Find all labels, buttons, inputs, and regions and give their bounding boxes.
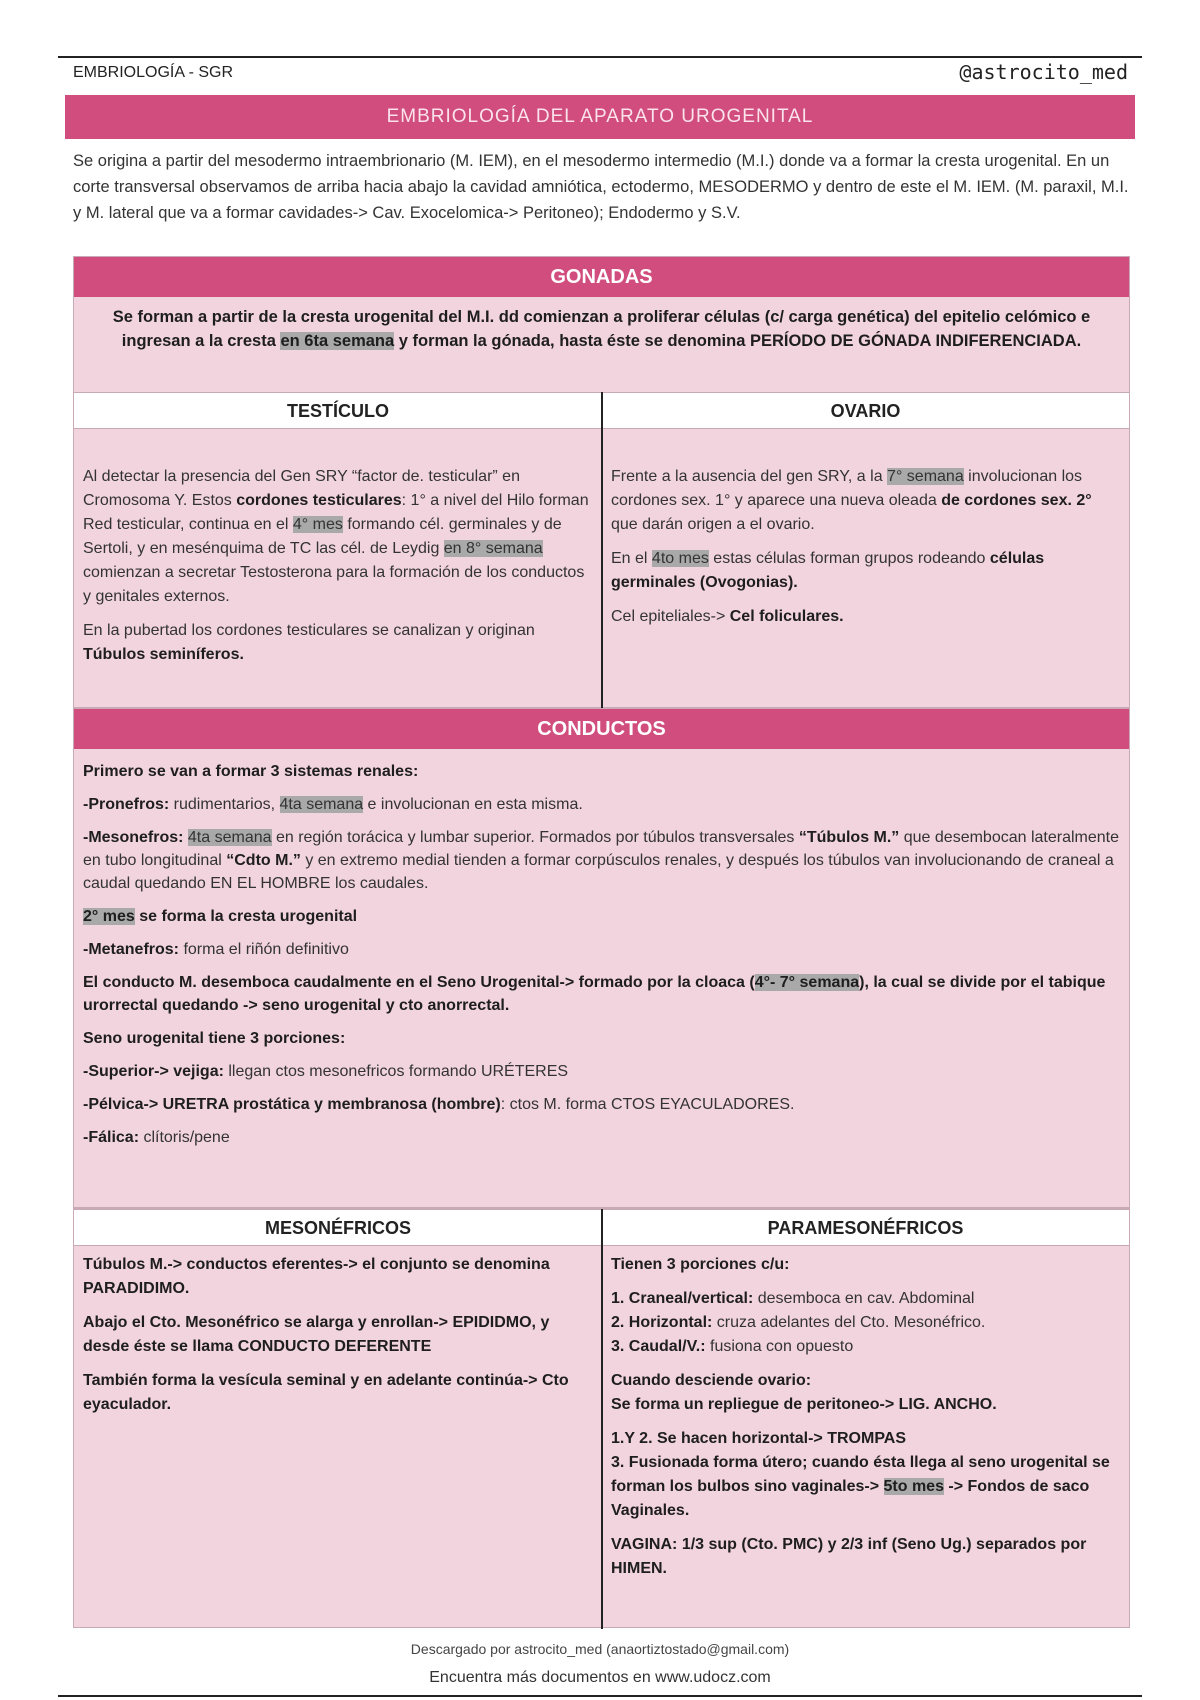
paramesonefricos-heading: PARAMESONÉFRICOS [602,1209,1129,1246]
intro-paragraph: Se origina a partir del mesodermo intraembrionario (M. IEM), en el mesodermo intermedio (M.I.) donde va a formar la cresta urogenital. En un corte transversal observamos de arriba hacia abajo la cavidad amniótica, ectodermo, MESODERMO y dentro de este el M. IEM. (M. paraxil, M.I. y M. lateral que va a formar cavidades-> Cav. Exocelomica-> Peritoneo); Endodermo y S.V. [73,152,1129,222]
mesonefricos-heading: MESONÉFRICOS [74,1209,602,1246]
bottom-rule [58,1695,1142,1697]
top-rule [58,56,1142,58]
gonadas-lead: Se forman a partir de la cresta urogenital del M.I. dd comienzan a proliferar células (c/ carga genética) del epitelio celómico e ingresan a la cresta en 6ta semana y forman la gónada, hasta éste se denomina PERÍODO DE GÓNADA INDIFERENCIADA. [112,308,1091,350]
testiculo-heading: TESTÍCULO [74,392,602,429]
conductos-title: CONDUCTOS [74,709,1129,749]
paramesonefricos-text: Tienen 3 porciones c/u: 1. Craneal/vertical: desemboca en cav. Abdominal 2. Horizontal: cruza adelantes del Cto. Mesonéfrico. 3. Caudal/V.: fusiona con opuesto Cuando desciende ovario: Se forma un repliegue de peritoneo-> LIG. ANCHO. 1.Y 2. Se hacen horizontal-> TROMPAS 3. Fusionada forma útero; cuando ésta llega al seno urogenital se forman los bulbos sino vaginales-> 5to mes -> Fondos de saco Vaginales. VAGINA: 1/3 sup (Cto. PMC) y 2/3 inf (Seno Ug.) separados por HIMEN. [611,1256,1110,1577]
gonadas-divider [601,392,603,709]
source-link[interactable]: Encuentra más documentos en www.udocz.com [429,1669,771,1686]
page-title: EMBRIOLOGÍA DEL APARATO UROGENITAL [65,95,1135,139]
header-subject: EMBRIOLOGÍA - SGR [73,64,234,81]
ductos-table-section [73,1208,1130,1628]
testiculo-text: Al detectar la presencia del Gen SRY “factor de. testicular” en Cromosoma Y. Estos cordones testiculares: 1° a nivel del Hilo forman Red testicular, continua en el 4° mes formando cél. germinales y de Sertoli, y en mesénquima de TC las cél. de Leydig en 8° semana comienzan a secretar Testosterona para la formación de los conductos y genitales externos. En la pubertad los cordones testiculares se canalizan y originan Túbulos seminíferos. [83,468,589,663]
header-author: @astrocito_med [959,60,1128,84]
mesonefricos-text: Túbulos M.-> conductos eferentes-> el conjunto se denomina PARADIDIMO. Abajo el Cto. Mesonéfrico se alarga y enrollan-> EPIDIDMO, y desde éste se llama CONDUCTO DEFERENTE También forma la vesícula seminal y en adelante continúa-> Cto eyaculador. [83,1256,569,1413]
gonadas-title: GONADAS [74,257,1129,297]
ovario-heading: OVARIO [602,392,1129,429]
ductos-divider [601,1209,603,1629]
conductos-section [73,708,1130,1208]
download-credit: Descargado por astrocito_med (anaortiztostado@gmail.com) [410,1641,790,1657]
ovario-text: Frente a la ausencia del gen SRY, a la 7° semana involucionan los cordones sex. 1° y aparece una nueva oleada de cordones sex. 2° que darán origen a el ovario. En el 4to mes estas células forman grupos rodeando células germinales (Ovogonias). Cel epiteliales-> Cel foliculares. [611,468,1092,625]
gonadas-section [73,256,1130,708]
conductos-text: Primero se van a formar 3 sistemas renales: -Pronefros: rudimentarios, 4ta semana e involucionan en esta misma. -Mesonefros: 4ta semana en región torácica y lumbar superior. Formados por túbulos transversales “Túbulos M.” que desembocan lateralmente en tubo longitudinal “Cdto M.” y en extremo medial tienden a formar corpúsculos renales, y después los túbulos van involucionando de craneal a caudal quedando EN EL HOMBRE los caudales. 2° mes se forma la cresta urogenital -Metanefros: forma el riñón definitivo El conducto M. desemboca caudalmente en el Seno Urogenital-> formado por la cloaca (4°- 7° semana), la cual se divide por el tabique urorrectal quedando -> seno urogenital y cto anorrectal. Seno urogenital tiene 3 porciones: -Superior-> vejiga: llegan ctos mesonefricos formando URÉTERES -Pélvica-> URETRA prostática y membranosa (hombre): ctos M. forma CTOS EYACULADORES. -Fálica: clítoris/pene [83,763,1120,1146]
